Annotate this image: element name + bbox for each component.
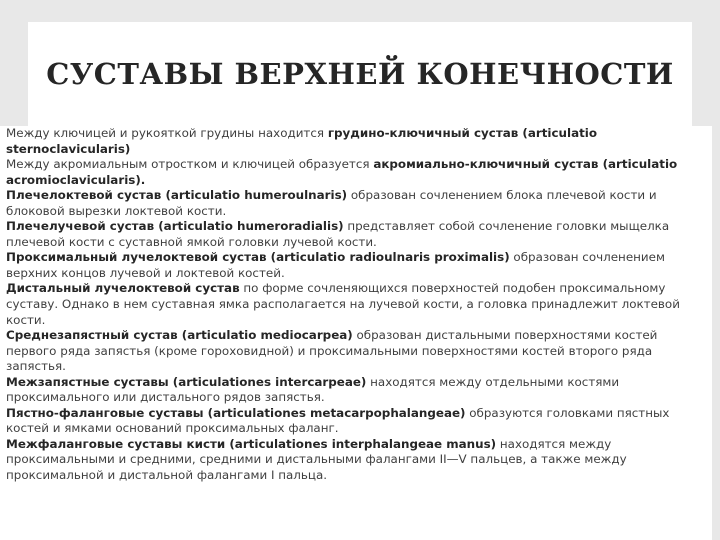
paragraph-text: Между акромиальным отростком и ключицей образуется (6, 157, 374, 172)
paragraph-text: образован сочленением блока плечевой кости и блоковой вырезки локтевой кости. (6, 188, 657, 218)
term-bold: Плечелоктевой сустав (articulatio humeroulnaris) (6, 188, 348, 203)
paragraph-text: представляет собой сочленение головки мыщелка плечевой кости с суставной ямкой головки лучевой кости. (6, 219, 670, 249)
term-bold: Межзапястные суставы (articulationes intercarpeae) (6, 374, 367, 389)
paragraph (6, 188, 708, 219)
paragraph (6, 406, 708, 437)
paragraph (6, 126, 708, 157)
term-bold: Проксимальный лучелоктевой сустав (articulatio radioulnaris proximalis) (6, 250, 510, 265)
paragraph (6, 219, 708, 250)
paragraph (6, 281, 708, 328)
paragraph (6, 375, 708, 406)
paragraph-text: по форме сочленяющихся поверхностей подобен проксимальному суставу. Однако в нем суставная ямка располагается на лучевой кости, а головка принадлежит локтевой кости. (6, 281, 680, 327)
term-bold: акромиально-ключичный сустав (articulatio acromioclavicularis). (6, 157, 678, 187)
slide-body (6, 126, 708, 484)
paragraph (6, 157, 708, 188)
paragraph-text: образован дистальными поверхностями костей первого ряда запястья (кроме гороховидной) и проксимальными поверхностями костей второго ряда запястья. (6, 328, 658, 374)
term-bold: Среднезапястный сустав (articulatio mediocarpea) (6, 328, 353, 343)
paragraph (6, 328, 708, 375)
paragraph-text: образован сочленением верхних концов лучевой и локтевой костей. (6, 250, 665, 280)
slide-title: СУСТАВЫ ВЕРХНЕЙ КОНЕЧНОСТИ (46, 57, 674, 91)
title-box (28, 22, 692, 126)
paragraph-text: находятся между отдельными костями проксимального или дистального рядов запястья. (6, 374, 620, 405)
paragraph (6, 437, 708, 484)
paragraph (6, 250, 708, 281)
paragraph-text: Между ключицей и рукояткой грудины находится (6, 126, 328, 140)
paragraph-text: находятся между проксимальными и средними, средними и дистальными фалангами II—V пальцев, а также между проксимальной и дистальной фалангами I пальца. (6, 436, 627, 483)
content-box (0, 126, 712, 540)
paragraph-text: образуются головками пястных костей и ямками оснований проксимальных фаланг. (6, 405, 670, 436)
term-bold: Дистальный лучелоктевой сустав (6, 281, 240, 296)
term-bold: Межфаланговые суставы кисти (articulationes interphalangeae manus) (6, 436, 497, 451)
term-bold: Плечелучевой сустав (articulatio humeroradialis) (6, 219, 344, 234)
term-bold: грудино-ключичный сустав (articulatio sternoclavicularis) (6, 126, 598, 156)
term-bold: Пястно-фаланговые суставы (articulationes metacarpophalangeae) (6, 405, 466, 420)
